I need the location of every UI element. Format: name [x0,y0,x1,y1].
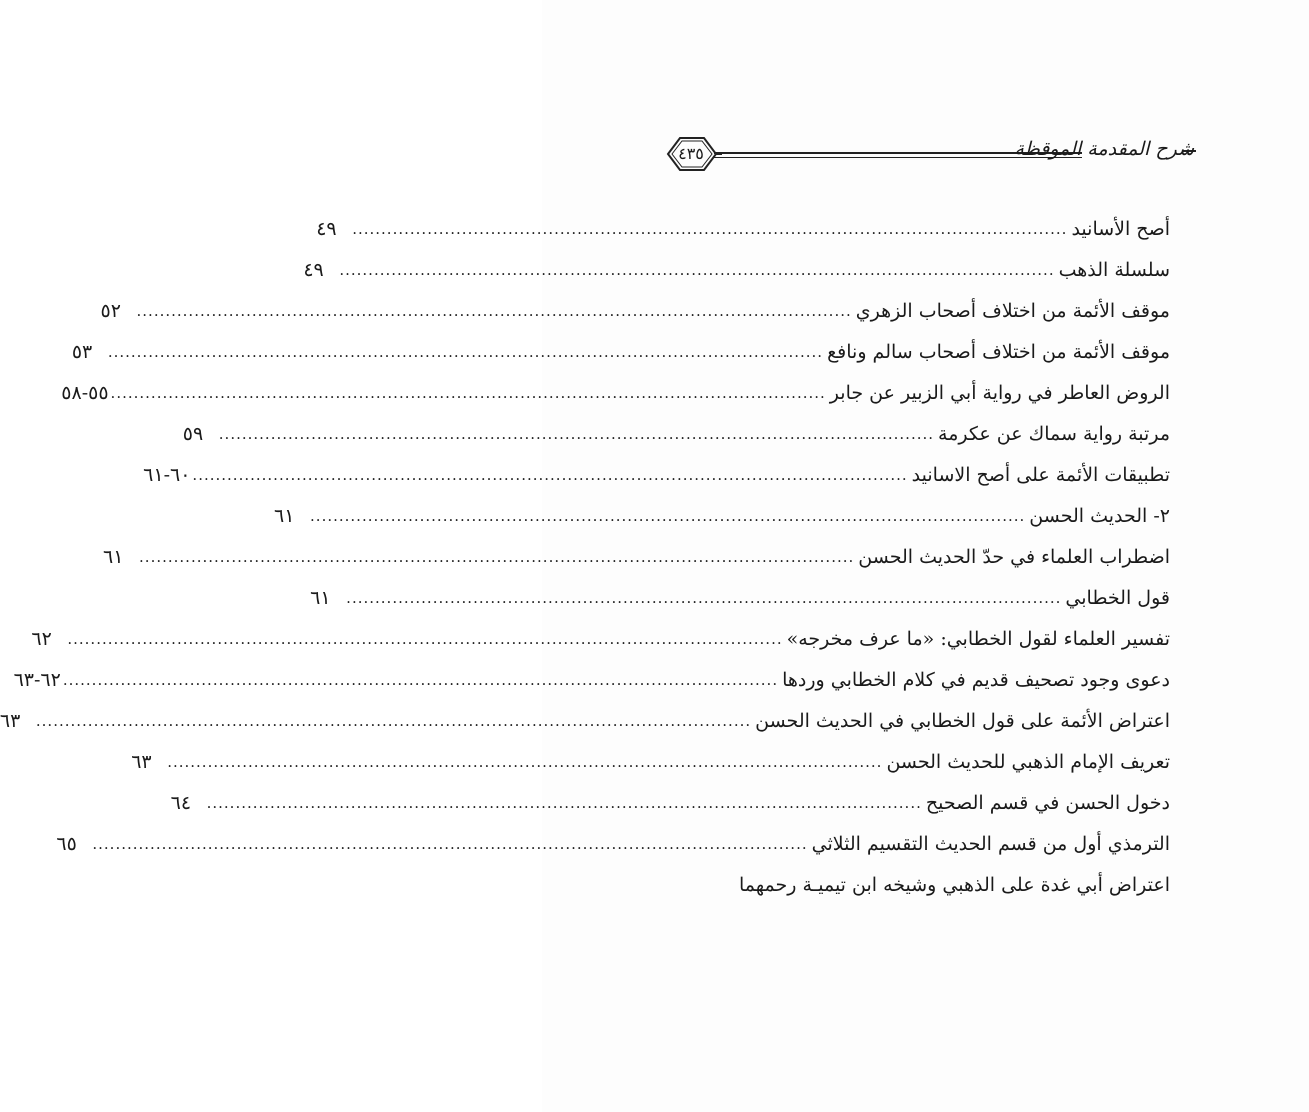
toc-entry [0,700,1170,741]
toc-entry [303,249,1170,290]
toc-entry-page: ٦٠-٦١ [143,463,191,486]
toc-entry-title: دخول الحسن في قسم الصحيح [925,791,1170,814]
toc-entry-title: ٢- الحديث الحسن [1029,504,1170,527]
toc-entry-title: اعتراض الأئمة على قول الخطابي في الحديث الحسن [755,709,1170,732]
toc-entry-page: ٤٩ [316,217,337,240]
toc-entry [182,413,1170,454]
toc-entry-title: الروض العاطر في رواية أبي الزبير عن جابر [829,381,1170,404]
toc-leader-dots: ............................................................................................................................ [352,219,1068,238]
toc-entry [650,864,1170,905]
toc-entry-title: الترمذي أول من قسم الحديث التقسيم الثلاثي [811,832,1170,855]
toc-leader-dots: ............................................................................................................................ [139,547,855,566]
toc-entry-page: ٥٢ [100,299,121,322]
table-of-contents [0,208,1170,905]
toc-entry [143,454,1170,495]
toc-entry [103,536,1170,577]
header-title: شرح المقدمة الموقظة [1014,138,1194,160]
toc-leader-dots: ............................................................................................................................ [192,465,908,484]
toc-entry [274,495,1170,536]
toc-entry [131,741,1170,782]
toc-leader-dots: ............................................................................................................................ [35,711,752,730]
toc-entry [170,782,1170,823]
toc-entry-title: سلسلة الذهب [1058,258,1170,281]
toc-entry-page: ٦٣ [0,709,21,732]
toc-leader-dots: ............................................................................................................................ [167,752,883,771]
toc-leader-dots: ............................................................................................................................ [310,506,1026,525]
toc-entry-title: اعتراض أبي غدة على الذهبي وشيخه ابن تيميـة رحمهما [739,873,1170,896]
toc-entry-title: موقف الأئمة من اختلاف أصحاب الزهري [855,299,1170,322]
toc-entry-title: دعوى وجود تصحيف قديم في كلام الخطابي وردها [782,668,1170,691]
toc-entry [61,372,1170,413]
running-header [654,130,1194,178]
toc-entry-page: ٦٤ [170,791,192,814]
toc-entry-title: أصح الأسانيد [1071,217,1170,240]
toc-entry-title: تعريف الإمام الذهبي للحديث الحسن [886,750,1170,773]
toc-entry [56,823,1170,864]
toc-entry-page: ٦٢ [31,627,52,650]
toc-leader-dots: ............................................................................................................................ [107,342,824,361]
toc-entry-title: موقف الأئمة من اختلاف أصحاب سالم ونافع [827,340,1170,363]
toc-entry-title: اضطراب العلماء في حدّ الحديث الحسن [858,545,1170,568]
toc-entry [310,577,1170,618]
toc-entry [31,618,1170,659]
page-number-badge [660,132,722,176]
toc-entry-title: مرتبة رواية سماك عن عكرمة [938,422,1170,445]
toc-leader-dots: ............................................................................................................................ [136,301,852,320]
toc-entry-page: ٦٣ [131,750,152,773]
toc-leader-dots: ............................................................................................................................ [346,588,1062,607]
toc-entry-title: قول الخطابي [1065,586,1170,609]
toc-entry-page: ٦٢-٦٣ [13,668,61,691]
toc-entry-page: ٥٣ [71,340,93,363]
toc-entry-page: ٦١ [103,545,124,568]
toc-entry-page: ٦١ [274,504,295,527]
toc-entry-page: ٥٥-٥٨ [61,381,109,404]
toc-entry [100,290,1170,331]
toc-leader-dots: ............................................................................................................................ [67,629,783,648]
toc-entry-page: ٦١ [310,586,331,609]
toc-entry-page: ٦٥ [56,832,77,855]
toc-entry-page: ٤٩ [303,258,324,281]
toc-leader-dots: ............................................................................................................................ [62,670,779,689]
toc-entry [316,208,1170,249]
toc-entry-title: تطبيقات الأئمة على أصح الاسانيد [911,463,1170,486]
toc-leader-dots: ............................................................................................................................ [218,424,935,443]
toc-entry-page: ٥٩ [182,422,204,445]
toc-leader-dots: ............................................................................................................................ [92,834,808,853]
toc-entry [71,331,1170,372]
toc-entry-title: تفسير العلماء لقول الخطابي: «ما عرف مخرجه» [786,627,1170,650]
toc-leader-dots: ............................................................................................................................ [110,383,826,402]
toc-leader-dots: ............................................................................................................................ [206,793,922,812]
toc-entry [13,659,1170,700]
toc-leader-dots: ............................................................................................................................ [339,260,1055,279]
page-number: ٤٣٥ [678,144,704,163]
